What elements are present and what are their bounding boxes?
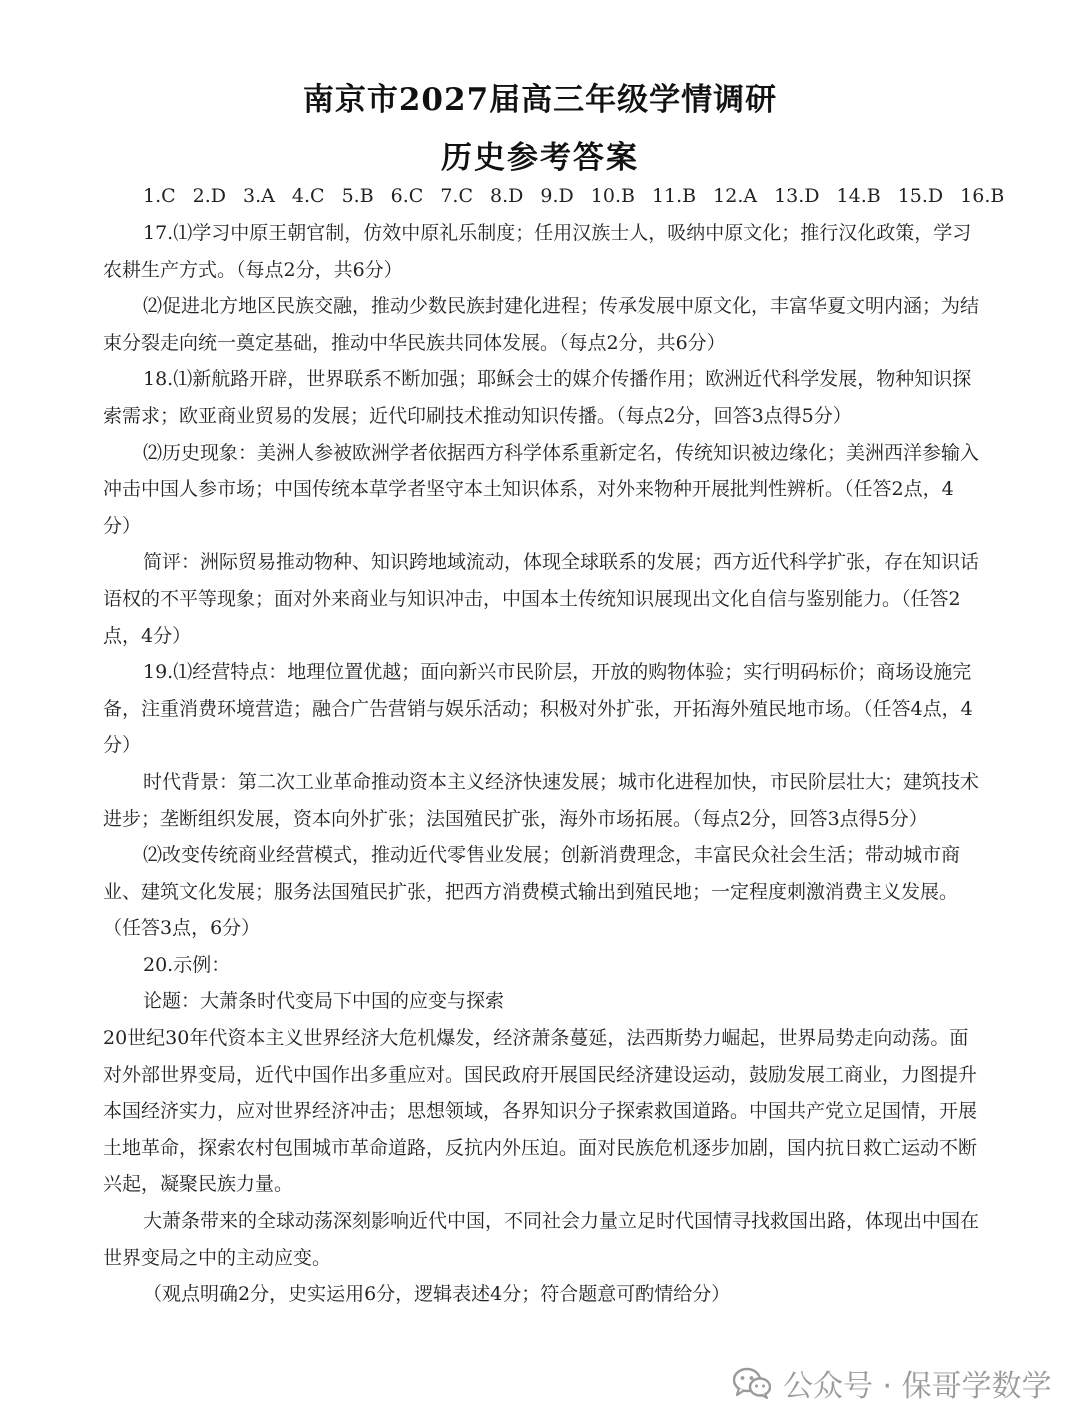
answer-item: 5.B [341,185,374,207]
answer-item: 10.B [590,185,635,207]
q17-part1: 17.⑴学习中原王朝官制，仿效中原礼乐制度；任用汉族士人，吸纳中原文化；推行汉化政策，学习农耕生产方式。（每点2分，共6分） [103,222,972,281]
q20-thesis: 论题：大萧条时代变局下中国的应变与探索 [143,990,505,1013]
answer-item: 1.C [143,185,176,207]
answer-item: 11.B [651,185,697,207]
answer-item: 8.D [490,185,524,207]
q17-part2: ⑵促进北方地区民族交融，推动少数民族封建化进程；传承发展中原文化，丰富华夏文明内涵；为结束分裂走向统一奠定基础，推动中华民族共同体发展。（每点2分，共6分） [103,295,980,354]
answer-item: 13.D [774,185,820,207]
q18-part2-comment: 简评：洲际贸易推动物种、知识跨地域流动，体现全球联系的发展；西方近代科学扩张，存在知识话语权的不平等现象；面对外来商业与知识冲击，中国本土传统知识展现出文化自信与鉴别能力。（任答2点，4分） [103,551,980,647]
q20-essay-body: 20世纪30年代资本主义世界经济大危机爆发，经济萧条蔓延，法西斯势力崛起，世界局势走向动荡。面对外部世界变局，近代中国作出多重应对。国民政府开展国民经济建设运动，鼓励发展工商业，力图提升本国经济实力，应对世界经济冲击；思想领域，各界知识分子探索救国道路。中国共产党立足国情，开展土地革命，探索农村包围城市革命道路，反抗内外压迫。面对民族危机逐步加剧，国内抗日救亡运动不断兴起，凝聚民族力量。 [103,1027,978,1196]
answer-item: 2.D [192,185,227,207]
answer-item: 6.C [390,185,424,207]
q19-part1-background: 时代背景：第二次工业革命推动资本主义经济快速发展；城市化进程加快，市民阶层壮大；建筑技术进步；垄断组织发展，资本向外扩张；法国殖民扩张，海外市场拓展。（每点2分，回答3点得5分） [103,770,980,830]
watermark-text: 公众号 · 保哥学数学 [783,1369,1052,1404]
answer-item: 9.D [540,185,574,207]
page-title: 南京市2027届高三年级学情调研 [302,82,778,118]
q20-heading: 20.示例： [143,953,231,976]
q19-part2: ⑵改变传统商业经营模式，推动近代零售业发展；创新消费理念，丰富民众社会生活；带动城市商业、建筑文化发展；服务法国殖民扩张，把西方消费模式输出到殖民地；一定程度刺激消费主义发展。（任答3点，6分） [103,844,961,940]
q18-part1: 18.⑴新航路开辟，世界联系不断加强；耶稣会士的媒介传播作用；欧洲近代科学发展，物种知识探索需求；欧亚商业贸易的发展；近代印刷技术推动知识传播。（每点2分，回答3点得5分） [103,368,972,427]
answer-item: 4.C [291,185,325,207]
q20-scoring-note: （观点明确2分，史实运用6分，逻辑表述4分；符合题意可酌情给分） [143,1283,731,1306]
q20-essay-conclusion: 大萧条带来的全球动荡深刻影响近代中国，不同社会力量立足时代国情寻找救国出路，体现出中国在世界变局之中的主动应变。 [103,1210,980,1269]
q19-part1-features: 19.⑴经营特点：地理位置优越；面向新兴市民阶层，开放的购物体验；实行明码标价；商场设施完备，注重消费环境营造；融合广告营销与娱乐活动；积极对外扩张，开拓海外殖民地市场。（任答4点，4分） [103,661,973,757]
answer-item: 16.B [960,185,1005,207]
answer-item: 7.C [440,185,474,207]
q18-part2-phenomenon: ⑵历史现象：美洲人参被欧洲学者依据西方科学体系重新定名，传统知识被边缘化；美洲西洋参输入冲击中国人参市场；中国传统本草学者坚守本土知识体系，对外来物种开展批判性辨析。（任答2点，4分） [103,441,980,537]
watermark [733,1360,1052,1406]
answer-item: 15.D [897,185,944,207]
multiple-choice-answers [143,185,1005,207]
answer-body [103,215,979,1313]
page-subtitle: 历史参考答案 [441,140,639,176]
answer-item: 12.A [713,185,758,207]
wechat-icon [733,1367,771,1399]
answer-item: 14.B [836,185,881,207]
answer-item: 3.A [243,185,275,207]
